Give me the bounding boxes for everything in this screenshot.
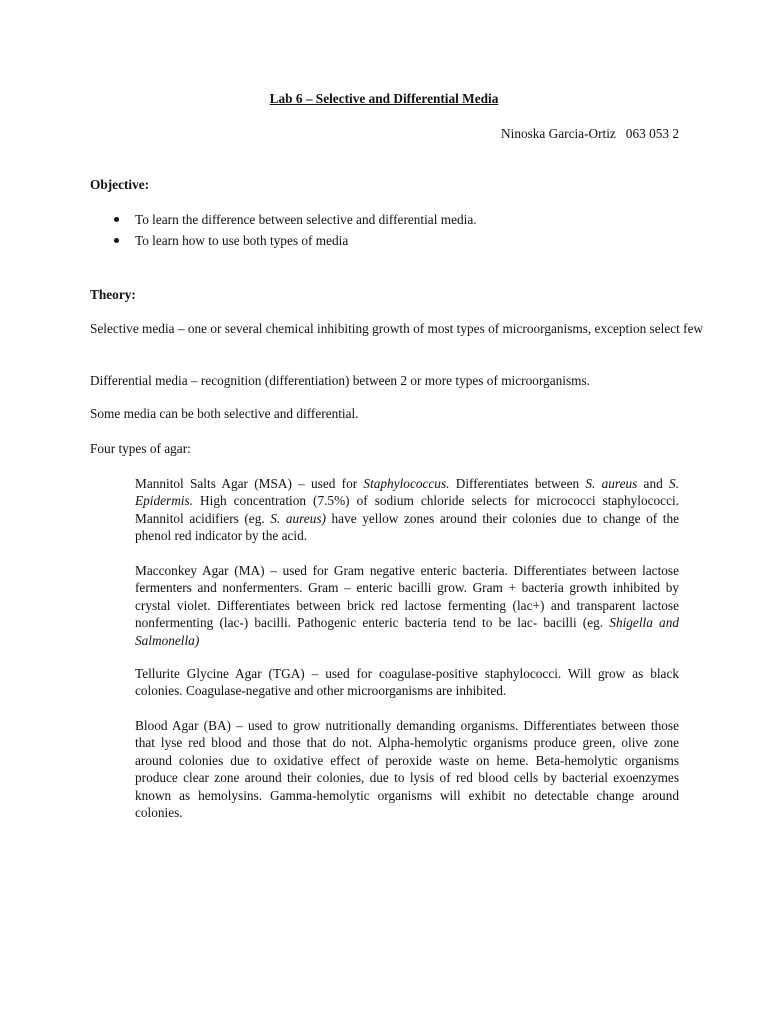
tga-paragraph: Tellurite Glycine Agar (TGA) – used for coagulase-positive staphylococci. Will grow as black colonies. Coagulase-negative and other microorganisms are inhibited. xyxy=(135,666,679,699)
theory-heading: Theory: xyxy=(90,287,136,302)
msa-italic-text: S. aureus) xyxy=(270,510,326,526)
document-title: Lab 6 – Selective and Differential Media xyxy=(269,91,499,106)
msa-text: and xyxy=(637,476,670,491)
ba-paragraph: Blood Agar (BA) – used to grow nutritionally demanding organisms. Differentiates between those that lyse red blood and those that do not. Alpha-hemolytic organisms produce green, olive zone around colonies due to oxidative effect of peroxide waste on heme. Beta-hemolytic organisms produce clear zone around their colonies, due to lysis of red blood cells by bacterial exoenzymes known as hemolysins. Gamma-hemolytic organisms will exhibit no detectable change around colonies. xyxy=(135,718,679,821)
ma-paragraph xyxy=(135,562,679,649)
msa-text: Differentiates between xyxy=(449,476,586,491)
agar-types-intro: Four types of agar: xyxy=(90,441,191,456)
objective-text: To learn how to use both types of media xyxy=(135,233,349,248)
bullet-icon xyxy=(114,217,119,222)
msa-italic-text: S. aureus xyxy=(585,476,638,491)
both-media-paragraph: Some media can be both selective and differential. xyxy=(90,406,359,421)
selective-media-paragraph: Selective media – one or several chemical inhibiting growth of most types of microorganisms, exception select few xyxy=(90,321,704,336)
author-line: Ninoska Garcia-Ortiz 063 053 2 xyxy=(501,126,679,141)
bullet-icon xyxy=(114,238,119,243)
msa-text: have yellow zones around their colonies due to change of the phenol red indicator by the acid. xyxy=(135,510,679,544)
ma-italic-text: Shigella and Salmonella) xyxy=(135,615,679,648)
msa-text: High concentration (7.5%) of sodium chloride selects for micrococci staphylococci. Mannitol acidifiers (eg. xyxy=(135,493,679,526)
differential-media-paragraph: Differential media – recognition (differentiation) between 2 or more types of microorganisms. xyxy=(90,373,590,388)
ma-text: Macconkey Agar (MA) – used for Gram negative enteric bacteria. Differentiates between lactose fermenters and nonfermenters. Gram – enteric bacilli grow. Gram + bacteria growth inhibited by crystal violet. Differentiates between brick red lactose fermenting (lac+) and transparent lactose nonfermenting (lac-) bacilli. Pathogenic enteric bacteria tend to be lac- bacilli (eg. xyxy=(135,563,679,631)
objective-list xyxy=(90,211,477,253)
msa-text: Mannitol Salts Agar (MSA) – used for xyxy=(135,476,364,491)
msa-italic-text: S. Epidermis. xyxy=(135,476,679,509)
msa-paragraph xyxy=(135,475,679,545)
list-item xyxy=(90,211,477,232)
msa-italic-text: Staphylococcus. xyxy=(363,476,450,491)
objective-text: To learn the difference between selective and differential media. xyxy=(135,212,477,227)
objective-heading: Objective: xyxy=(90,177,150,192)
list-item xyxy=(90,232,477,253)
